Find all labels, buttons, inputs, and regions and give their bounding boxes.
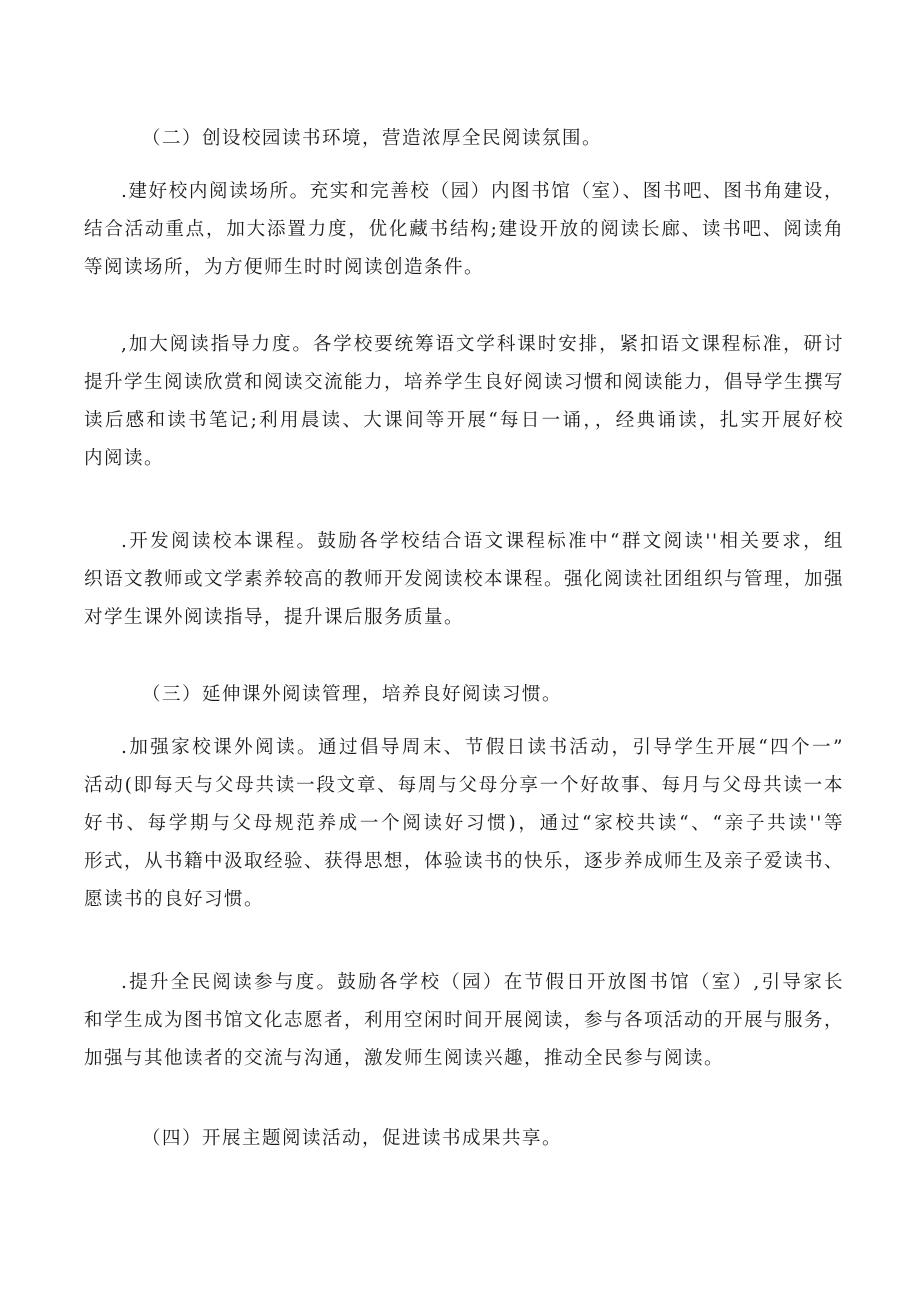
- section-heading-2: （二）创设校园读书环境，营造浓厚全民阅读氛围。: [142, 128, 603, 149]
- paragraph-line: 对学生课外阅读指导，提升课后服务质量。: [84, 607, 465, 628]
- paragraph-line: 愿读书的良好习惯。: [84, 889, 265, 910]
- paragraph-line: .建好校内阅读场所。充实和完善校（园）内图书馆（室）、图书吧、图书角建设，: [121, 181, 844, 202]
- paragraph-school-courses: [84, 523, 844, 637]
- paragraph-line: .加强家校课外阅读。通过倡导周末、节假日读书活动，引导学生开展“四个一”: [121, 737, 844, 758]
- paragraph-line: 形式，从书籍中汲取经验、获得思想，体验读书的快乐，逐步养成师生及亲子爱读书、: [84, 851, 845, 872]
- paragraph-line: .开发阅读校本课程。鼓励各学校结合语文课程标准中“群文阅读''相关要求，组: [121, 531, 844, 552]
- paragraph-line: 等阅读场所，为方便师生时时阅读创造条件。: [84, 257, 485, 278]
- paragraph-line: ,加大阅读指导力度。各学校要统筹语文学科课时安排，紧扣语文课程标准，研讨: [121, 334, 844, 355]
- section-heading-4: （四）开展主题阅读活动，促进读书成果共享。: [142, 1128, 563, 1149]
- paragraph-line: 织语文教师或文学素养较高的教师开发阅读校本课程。强化阅读社团组织与管理，加强: [84, 569, 845, 590]
- paragraph-reading-guidance: [84, 326, 844, 478]
- paragraph-line: 好书、每学期与父母规范养成一个阅读好习惯)，通过“家校共读“、“亲子共读''等: [84, 813, 844, 834]
- paragraph-home-school-reading: [84, 729, 844, 919]
- paragraph-line: 内阅读。: [84, 448, 165, 469]
- paragraph-line: 读后感和读书笔记;利用晨读、大课间等开展“每日一诵，，经典诵读，扎实开展好校: [84, 410, 844, 431]
- paragraph-line: 活动(即每天与父母共读一段文章、每周与父母分享一个好故事、每月与父母共读一本: [84, 775, 844, 796]
- section-heading-3: （三）延伸课外阅读管理，培养良好阅读习惯。: [142, 684, 563, 705]
- paragraph-line: 加强与其他读者的交流与沟通，激发师生阅读兴趣，推动全民参与阅读。: [84, 1048, 725, 1069]
- paragraph-line: 提升学生阅读欣赏和阅读交流能力，培养学生良好阅读习惯和阅读能力，倡导学生撰写: [84, 372, 845, 393]
- paragraph-reading-venues: [84, 173, 844, 287]
- paragraph-public-participation: [84, 964, 844, 1078]
- paragraph-line: 结合活动重点，加大添置力度，优化藏书结构;建设开放的阅读长廊、读书吧、阅读角: [84, 219, 844, 240]
- paragraph-line: 和学生成为图书馆文化志愿者，利用空闲时间开展阅读，参与各项活动的开展与服务，: [84, 1010, 845, 1031]
- paragraph-line: .提升全民阅读参与度。鼓励各学校（园）在节假日开放图书馆（室）,引导家长: [121, 972, 844, 993]
